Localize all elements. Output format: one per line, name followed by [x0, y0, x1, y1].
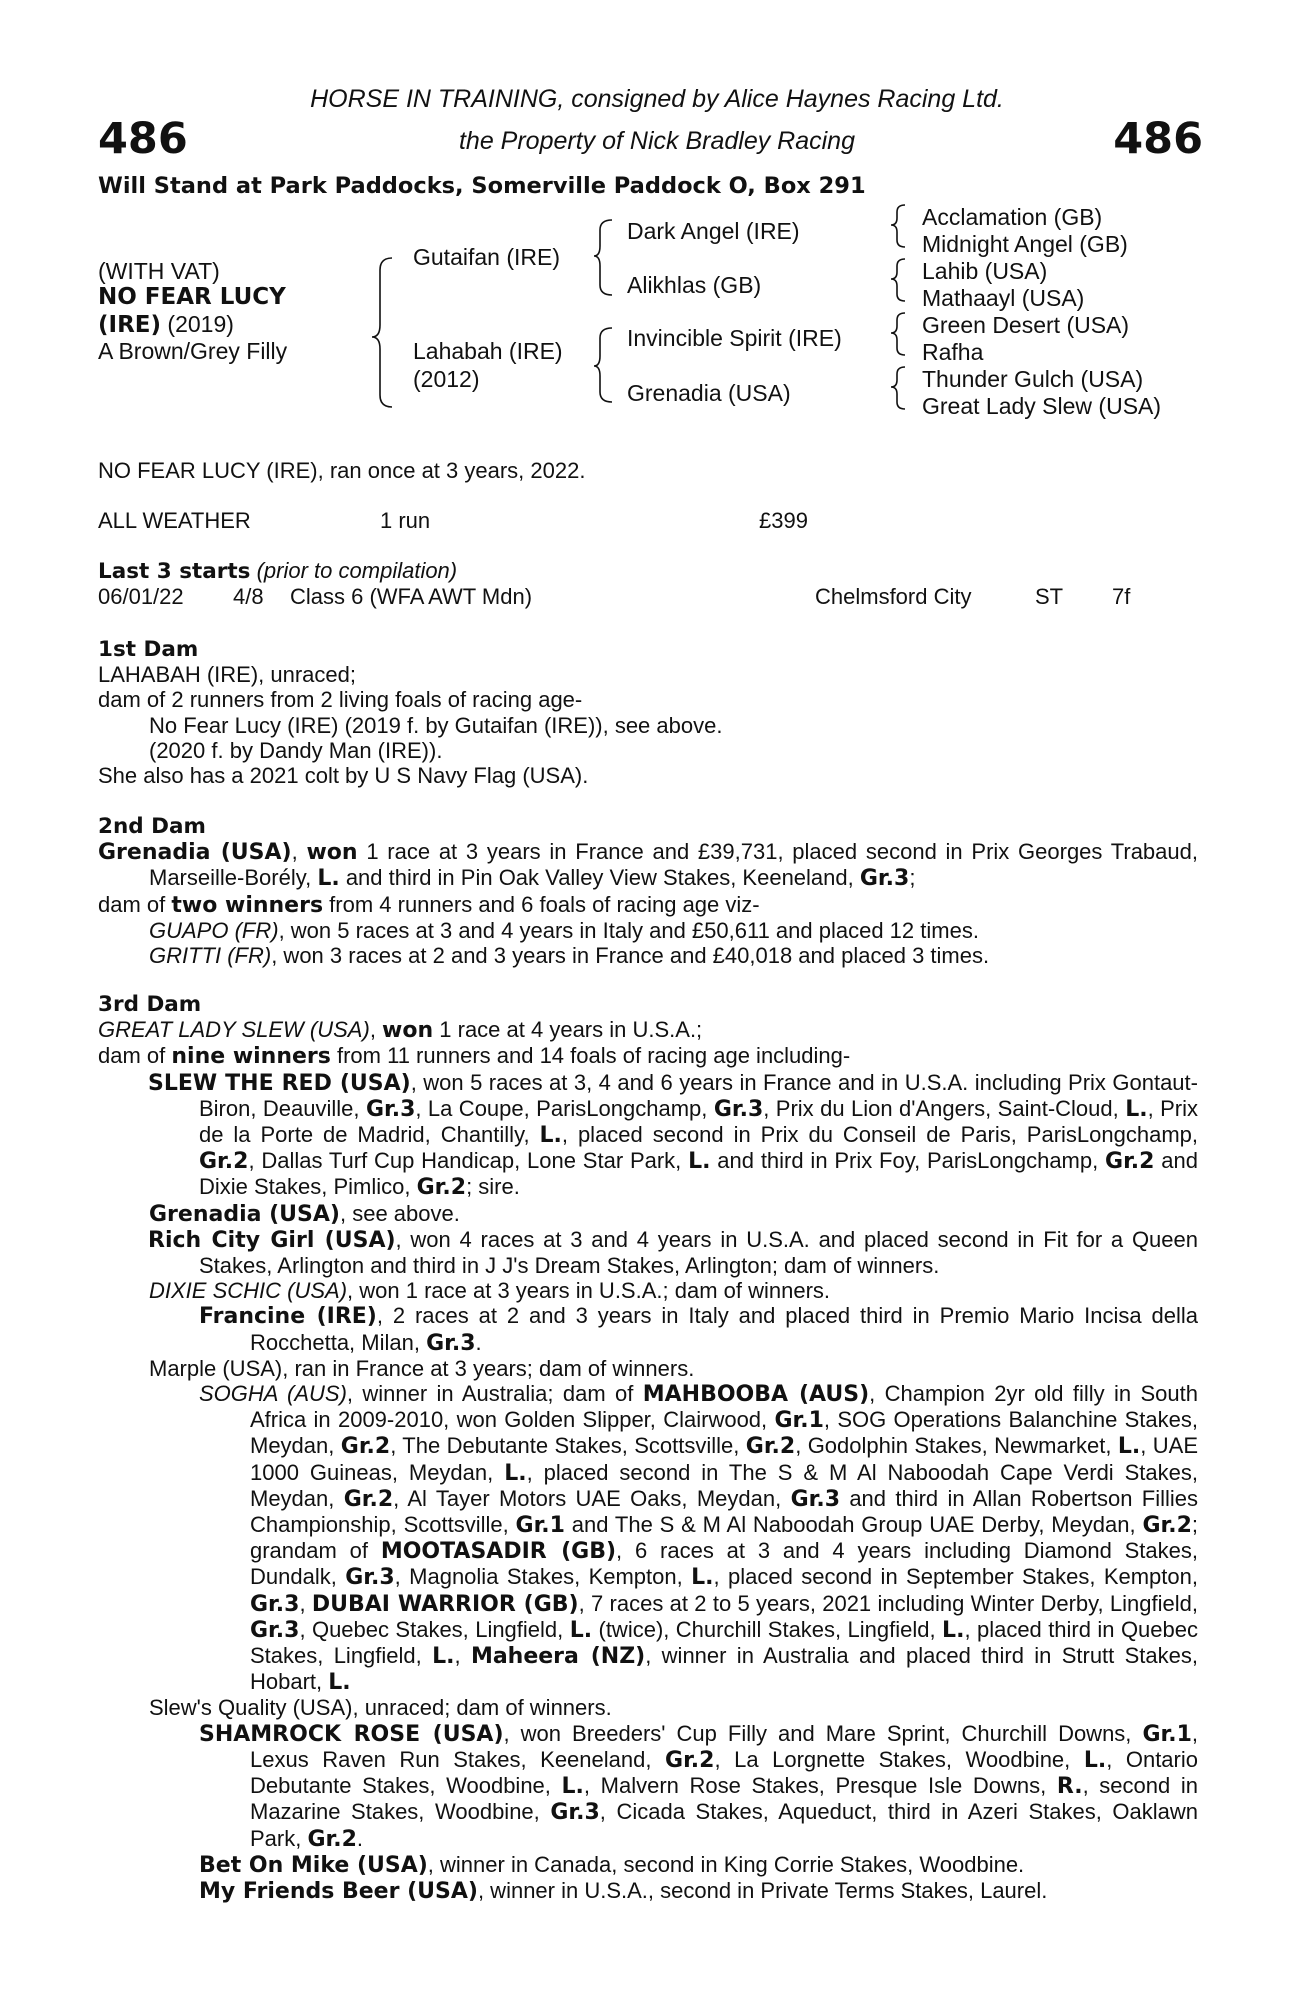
grade: L.	[504, 1460, 527, 1486]
second-dam-name: Grenadia (USA)	[98, 840, 292, 866]
grade: L.	[691, 1565, 714, 1591]
second-dam-section	[98, 814, 1198, 968]
text: , placed third in Quebec Stakes, Lingfield,	[250, 1616, 1198, 1669]
brace-alikhlas	[891, 259, 905, 301]
horse-name: SLEW THE RED (USA)	[148, 1070, 411, 1096]
text: ,	[454, 1643, 461, 1669]
text: , placed second in Prix du Conseil de Paris, ParisLongchamp,	[561, 1122, 1198, 1148]
horse-description: A Brown/Grey Filly	[98, 338, 288, 364]
second-dam-title: 2nd Dam	[98, 814, 206, 839]
pedigree-gen3: Alikhlas (GB)	[627, 272, 762, 298]
grade: L.	[539, 1123, 562, 1149]
produce-marple: Marple (USA), ran in France at 3 years; dam of winners.	[149, 1355, 695, 1381]
text: , won 1 race at 3 years in U.S.A.; dam of winners.	[347, 1278, 831, 1304]
text: dam of	[98, 1043, 172, 1069]
start-going: ST	[1035, 584, 1064, 609]
record-runs: 1 run	[380, 508, 431, 533]
text: , Lexus Raven Run Stakes, Keeneland,	[250, 1720, 1199, 1772]
first-dam-produce: No Fear Lucy (IRE) (2019 f. by Gutaifan (IRE)), see above.	[149, 712, 723, 738]
horse-country: (IRE)	[98, 312, 162, 338]
lot-number-left: 486	[98, 114, 188, 164]
horse-name: MOOTASADIR (GB)	[380, 1539, 617, 1565]
second-dam-foal	[98, 918, 1198, 943]
horse-name: DUBAI WARRIOR (GB)	[311, 1591, 579, 1617]
grade: Gr.2	[665, 1747, 715, 1773]
text: , Ontario Debutante Stakes, Woodbine,	[250, 1746, 1198, 1799]
produce-shamrock-rose	[98, 1721, 1198, 1852]
text: , Champion 2yr old filly in South Africa in 2009-2010, won Golden Slipper, Clairwood,	[250, 1381, 1198, 1433]
pedigree-gen4: Mathaayl (USA)	[922, 285, 1085, 311]
pedigree-gen3: Grenadia (USA)	[627, 380, 791, 406]
grade: Gr.2	[307, 1826, 357, 1852]
grade: Gr.3	[250, 1617, 300, 1643]
lot-number-right: 486	[1113, 114, 1203, 164]
text: 1 race at 3 years in France and £39,731, placed second in Prix Georges Trabaud, Marseille-Borély,	[149, 839, 1198, 891]
grade: Gr.1	[774, 1408, 824, 1434]
text: , 2 races at 2 and 3 years in Italy and placed third in Premio Mario Incisa della Rocchetta, Milan,	[250, 1303, 1198, 1355]
brace-dam	[594, 328, 612, 402]
third-dam-section	[98, 992, 1198, 1904]
grade: Gr.3	[365, 1096, 416, 1122]
text: , Dallas Turf Cup Handicap, Lone Star Park,	[248, 1148, 689, 1174]
text: , UAE 1000 Guineas, Meydan,	[250, 1433, 1198, 1485]
pedigree-gen4: Rafha	[922, 339, 984, 365]
grade: R.	[1056, 1774, 1083, 1800]
sire-name: Gutaifan (IRE)	[413, 244, 560, 270]
text: ,	[299, 1590, 312, 1616]
stand-info: Will Stand at Park Paddocks, Somerville Paddock O, Box 291	[98, 173, 866, 199]
last-starts-title: Last 3 starts	[98, 559, 251, 584]
pedigree-gen3: Dark Angel (IRE)	[627, 218, 800, 244]
grade: L.	[328, 1670, 351, 1696]
text: , The Debutante Stakes, Scottsville,	[390, 1433, 746, 1459]
brace-grenadia	[891, 367, 905, 409]
start-date: 06/01/22	[98, 584, 184, 609]
text: and Dixie Stakes, Pimlico,	[199, 1148, 1198, 1200]
text: , second in Mazarine Stakes, Woodbine,	[250, 1773, 1198, 1825]
grade: Gr.3	[426, 1330, 476, 1356]
text: , see above.	[339, 1200, 460, 1226]
grade: Gr.3	[790, 1486, 840, 1512]
text: ; grandam of	[250, 1512, 1199, 1564]
record-earnings: £399	[759, 508, 808, 533]
text: , Prix de la Porte de Madrid, Chantilly,	[199, 1095, 1199, 1148]
pedigree-gen4: Midnight Angel (GB)	[922, 231, 1128, 257]
horse-name: MAHBOOBA (AUS)	[642, 1382, 870, 1408]
first-dam-section	[98, 637, 1198, 788]
vat-label: (WITH VAT)	[98, 258, 220, 284]
text: .	[356, 1825, 364, 1851]
text: ;	[909, 865, 916, 891]
grade: Gr.2	[199, 1149, 249, 1175]
grade: Gr.2	[340, 1434, 391, 1460]
won-label: won	[382, 1018, 434, 1044]
horse-name: Rich City Girl (USA)	[148, 1227, 396, 1253]
text: , won 3 races at 2 and 3 years in France and £40,018 and placed 3 times.	[271, 943, 990, 969]
first-dam-line: She also has a 2021 colt by U S Navy Flag (USA).	[98, 763, 589, 789]
brace-gen1	[372, 258, 392, 407]
start-distance: 7f	[1112, 584, 1131, 609]
start-course: Chelmsford City	[815, 584, 972, 609]
text: , 7 races at 2 to 5 years, 2021 including Winter Derby, Lingfield,	[578, 1590, 1198, 1616]
text: and The S & M Al Naboodah Group UAE Derby, Meydan,	[564, 1512, 1143, 1538]
text: , Quebec Stakes, Lingfield,	[299, 1616, 570, 1642]
produce-grenadia	[98, 1201, 1198, 1227]
produce-dixie-schic	[98, 1278, 1198, 1303]
grade: L.	[317, 866, 340, 892]
grade: L.	[432, 1644, 455, 1670]
text: .	[475, 1329, 482, 1355]
first-dam-line: dam of 2 runners from 2 living foals of racing age-	[98, 687, 583, 713]
first-dam-produce: (2020 f. by Dandy Man (IRE)).	[149, 737, 443, 763]
consignment-line: HORSE IN TRAINING, consigned by Alice Haynes Racing Ltd.	[310, 85, 1004, 113]
horse-name: DIXIE SCHIC (USA)	[149, 1278, 348, 1304]
last-starts-subtitle: (prior to compilation)	[256, 558, 458, 583]
brace-sire	[594, 220, 612, 295]
brace-dark-angel	[891, 205, 905, 247]
grade: Gr.3	[713, 1096, 764, 1122]
grade: Gr.1	[1142, 1721, 1192, 1747]
text: , Magnolia Stakes, Kempton,	[394, 1564, 692, 1590]
grade: Gr.2	[343, 1486, 394, 1512]
text: and third in Allan Robertson Fillies Championship, Scottsville,	[250, 1485, 1198, 1538]
third-dam-record: GREAT LADY SLEW (USA), won 1 race at 4 years in U.S.A.;	[98, 1017, 703, 1044]
horse-name: Grenadia (USA)	[149, 1201, 340, 1227]
grade: Gr.2	[416, 1175, 467, 1201]
produce-my-friends-beer	[98, 1878, 1198, 1904]
text: (twice), Churchill Stakes, Lingfield,	[592, 1616, 943, 1642]
grade: Gr.2	[1142, 1513, 1192, 1539]
dam-year: (2012)	[413, 366, 480, 392]
pedigree-gen4: Lahib (USA)	[922, 258, 1048, 284]
grade: L.	[1117, 1434, 1141, 1460]
text: , won 5 races at 3 and 4 years in Italy and £50,611 and placed 12 times.	[278, 917, 979, 943]
text: from 11 runners and 14 foals of racing age including-	[330, 1043, 851, 1069]
horse-name: SOGHA (AUS)	[199, 1381, 347, 1407]
grade: Gr.2	[1105, 1149, 1155, 1175]
text: , placed second in September Stakes, Kempton,	[713, 1564, 1198, 1590]
grade: Gr.2	[745, 1434, 796, 1460]
text: , Godolphin Stakes, Newmarket,	[795, 1433, 1118, 1459]
foal-name: GUAPO (FR)	[149, 917, 279, 943]
horse-name: SHAMROCK ROSE (USA)	[199, 1721, 504, 1747]
grade: L.	[688, 1149, 711, 1175]
text: , placed second in The S & M Al Naboodah Cape Verdi Stakes, Meydan,	[250, 1459, 1198, 1511]
text: , winner in U.S.A., second in Private Terms Stakes, Laurel.	[477, 1877, 1048, 1903]
start-position: 4/8	[233, 584, 264, 609]
text: ; sire.	[466, 1174, 520, 1200]
grade: L.	[569, 1617, 593, 1643]
text: , winner in Australia; dam of	[346, 1381, 643, 1407]
pedigree-gen4: Green Desert (USA)	[922, 312, 1130, 338]
pedigree-gen3: Invincible Spirit (IRE)	[627, 325, 842, 351]
text: , La Coupe, ParisLongchamp,	[415, 1095, 714, 1121]
pedigree-gen4: Acclamation (GB)	[922, 204, 1103, 230]
text: , SOG Operations Balanchine Stakes, Meydan,	[250, 1407, 1199, 1459]
text: , Malvern Rose Stakes, Presque Isle Downs,	[583, 1773, 1057, 1799]
text: , Cicada Stakes, Aqueduct, third in Azeri Stakes, Oaklawn Park,	[250, 1799, 1199, 1851]
text: , won Breeders' Cup Filly and Mare Sprint, Churchill Downs,	[503, 1720, 1143, 1746]
first-dam-line: LAHABAH (IRE), unraced;	[98, 662, 356, 688]
horse-name: Francine (IRE)	[199, 1304, 377, 1330]
text: , won 5 races at 3, 4 and 6 years in France and in U.S.A. including Prix Gontaut-Biron, Deauville,	[199, 1069, 1198, 1121]
horse-name: Bet On Mike (USA)	[199, 1852, 428, 1878]
text: , Prix du Lion d'Angers, Saint-Cloud,	[763, 1095, 1126, 1121]
horse-name: NO FEAR LUCY	[98, 284, 286, 310]
grade: L.	[1083, 1747, 1107, 1773]
grade: L.	[561, 1774, 584, 1800]
produce-slews-quality: Slew's Quality (USA), unraced; dam of winners.	[149, 1695, 612, 1721]
horse-name: My Friends Beer (USA)	[199, 1878, 478, 1904]
racing-summary: NO FEAR LUCY (IRE), ran once at 3 years, 2022.	[98, 458, 586, 483]
third-dam-name: GREAT LADY SLEW (USA)	[98, 1017, 370, 1043]
record-surface: ALL WEATHER	[98, 508, 251, 533]
property-line: the Property of Nick Bradley Racing	[458, 127, 855, 155]
foal-name: GRITTI (FR)	[149, 943, 272, 969]
produce-slew-the-red	[98, 1070, 1198, 1201]
third-dam-produce-summary	[98, 1043, 1198, 1069]
second-dam-foal	[98, 943, 1198, 968]
text: from 4 runners and 6 foals of racing age viz-	[323, 891, 760, 917]
grade: Gr.3	[250, 1591, 300, 1617]
text: , 6 races at 3 and 4 years including Diamond Stakes, Dundalk,	[250, 1538, 1198, 1590]
winners-count: nine winners	[171, 1044, 331, 1070]
brace-invincible	[891, 313, 905, 355]
text: and third in Prix Foy, ParisLongchamp,	[710, 1148, 1106, 1174]
text: dam of	[98, 891, 172, 917]
pedigree-gen4: Great Lady Slew (USA)	[922, 393, 1162, 419]
produce-sogha	[98, 1381, 1198, 1695]
produce-bet-on-mike	[98, 1852, 1198, 1878]
second-dam-produce-summary	[98, 892, 1198, 918]
grade: L.	[942, 1617, 965, 1643]
start-race: Class 6 (WFA AWT Mdn)	[290, 584, 533, 609]
horse-name: Maheera (NZ)	[470, 1644, 646, 1670]
first-dam-title: 1st Dam	[98, 637, 199, 662]
second-dam-record: Grenadia (USA), won 1 race at 3 years in France and £39,731, placed second in Prix Georges Trabaud, Marseille-Borély, L. and third in Pin Oak Valley View Stakes, Keeneland, Gr.3;	[98, 839, 1198, 892]
text: and third in Pin Oak Valley View Stakes, Keeneland,	[339, 865, 860, 891]
dam-name: Lahabah (IRE)	[413, 338, 563, 364]
text: , won 4 races at 3 and 4 years in U.S.A. and placed second in Fit for a Queen Stakes, Arlington and third in J J's Dream Stakes, Arlington; dam of winners.	[199, 1226, 1198, 1279]
text: , La Lorgnette Stakes, Woodbine,	[714, 1746, 1084, 1772]
third-dam-title: 3rd Dam	[98, 992, 202, 1017]
grade: Gr.1	[515, 1513, 565, 1539]
pedigree-gen4: Thunder Gulch (USA)	[922, 366, 1144, 392]
text: 1 race at 4 years in U.S.A.;	[433, 1017, 703, 1043]
grade: L.	[1125, 1096, 1148, 1122]
won-label: won	[306, 840, 358, 866]
grade: Gr.3	[345, 1565, 395, 1591]
horse-year: (2019)	[161, 311, 234, 337]
text: , winner in Australia and placed third in Strutt Stakes, Hobart,	[250, 1643, 1198, 1695]
produce-rich-city-girl	[98, 1227, 1198, 1278]
winners-count: two winners	[171, 892, 324, 918]
pedigree-braces	[0, 0, 1314, 420]
produce-francine	[98, 1303, 1198, 1355]
last-starts-heading	[98, 558, 457, 585]
text: , Al Tayer Motors UAE Oaks, Meydan,	[393, 1485, 791, 1511]
grade: Gr.3	[859, 866, 910, 892]
text: , winner in Canada, second in King Corrie Stakes, Woodbine.	[427, 1851, 1025, 1877]
grade: Gr.3	[550, 1800, 600, 1826]
